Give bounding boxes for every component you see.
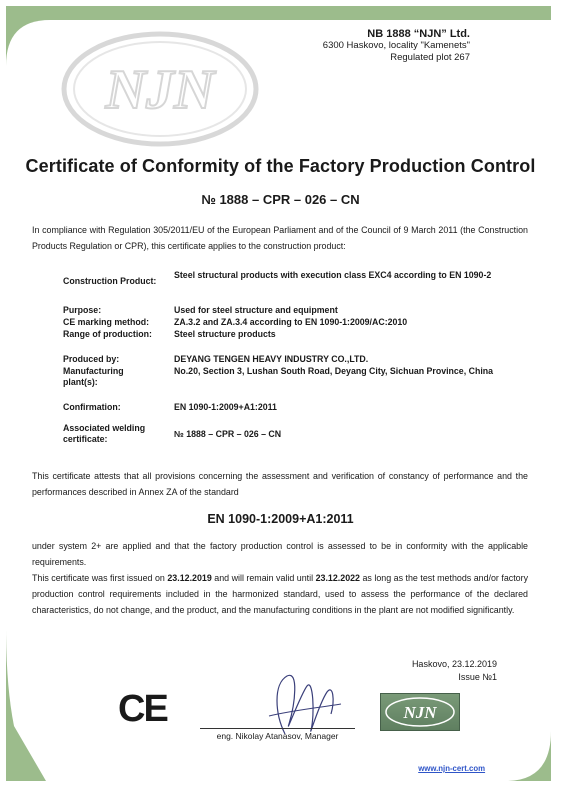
register-link[interactable]: www.njn-cert.com bbox=[418, 764, 486, 773]
purpose-label: Purpose: bbox=[63, 305, 102, 315]
welding-value: № 1888 – CPR – 026 – CN bbox=[174, 429, 282, 439]
validity-text-1: This certificate was first issued on bbox=[32, 573, 168, 583]
issuer-plot: Regulated plot 267 bbox=[390, 52, 470, 63]
certificate-number: № 1888 – CPR – 026 – CN bbox=[201, 192, 360, 207]
ce-marking-label: CE marking method: bbox=[63, 317, 150, 327]
ce-marking-value: ZA.3.2 and ZA.3.4 according to EN 1090-1:2009/AC:2010 bbox=[174, 317, 408, 327]
plant-label: Manufacturing plant(s): bbox=[63, 366, 124, 387]
svg-text:NJN: NJN bbox=[105, 59, 215, 121]
attest-paragraph: This certificate attests that all provisions concerning the assessment and verification of constancy of performance and the performances described in Annex ZA of the standard bbox=[32, 471, 528, 497]
certificate-title: Certificate of Conformity of the Factory Production Control bbox=[25, 156, 536, 176]
system-paragraph: under system 2+ are applied and that the factory production control is assessed to be in conformity with the applicable requirements. bbox=[32, 541, 528, 567]
issued-date: 23.12.2019 bbox=[167, 573, 212, 583]
issuer-name: NB 1888 “NJN” Ltd. bbox=[367, 28, 470, 40]
issue-number: Issue №1 bbox=[458, 672, 497, 682]
validity-paragraph bbox=[32, 570, 528, 618]
purpose-value: Used for steel structure and equipment bbox=[174, 305, 338, 315]
construction-product-value: Steel structural products with execution class EXC4 according to EN 1090-2 bbox=[174, 270, 492, 280]
verification-footer bbox=[0, 764, 561, 773]
confirmation-label: Confirmation: bbox=[63, 402, 121, 412]
standard-reference: EN 1090-1:2009+A1:2011 bbox=[207, 512, 354, 526]
signature-line bbox=[200, 728, 355, 729]
range-label: Range of production: bbox=[63, 329, 152, 339]
validity-text-2: and will remain valid until bbox=[211, 573, 316, 583]
range-value: Steel structure products bbox=[174, 329, 276, 339]
signer-name: eng. Nikolay Atanasov, Manager bbox=[216, 731, 339, 741]
produced-by-label: Produced by: bbox=[63, 354, 120, 364]
place-date-block bbox=[360, 658, 497, 684]
njn-badge bbox=[380, 693, 460, 731]
njn-badge-logo-icon bbox=[381, 694, 459, 730]
confirmation-value: EN 1090-1:2009+A1:2011 bbox=[174, 402, 277, 412]
place-date: Haskovo, 23.12.2019 bbox=[411, 659, 497, 669]
valid-until-date: 23.12.2022 bbox=[315, 573, 360, 583]
construction-product-label: Construction Product: bbox=[63, 276, 157, 286]
plant-value: No.20, Section 3, Lushan South Road, Deyang City, Sichuan Province, China bbox=[174, 366, 494, 376]
njn-watermark-logo bbox=[60, 30, 260, 148]
svg-text:NJN: NJN bbox=[403, 703, 437, 722]
intro-paragraph: In compliance with Regulation 305/2011/EU of the European Parliament and of the Council of 9 March 2011 (the Construction Products Regulation or CPR), this certificate applies to the construction product: bbox=[32, 225, 528, 251]
issuer-block bbox=[290, 28, 470, 64]
validity-text-3: as long as the test methods and/or factory production control requirements included in the harmonized standard, used to assess the performance of the declared characteristics, do not change, and the product, and the manufacturing conditions in the plant are not modified significantly. bbox=[32, 573, 529, 615]
produced-by-value: DEYANG TENGEN HEAVY INDUSTRY CO.,LTD. bbox=[174, 354, 369, 364]
ce-mark: CE bbox=[118, 688, 167, 730]
issuer-address: 6300 Haskovo, locality "Kamenets" bbox=[322, 40, 470, 51]
footer-text: Verification of validity of the issued certificates can be done in the register of certificates on bbox=[75, 764, 419, 773]
welding-label: Associated welding certificate: bbox=[63, 423, 146, 444]
